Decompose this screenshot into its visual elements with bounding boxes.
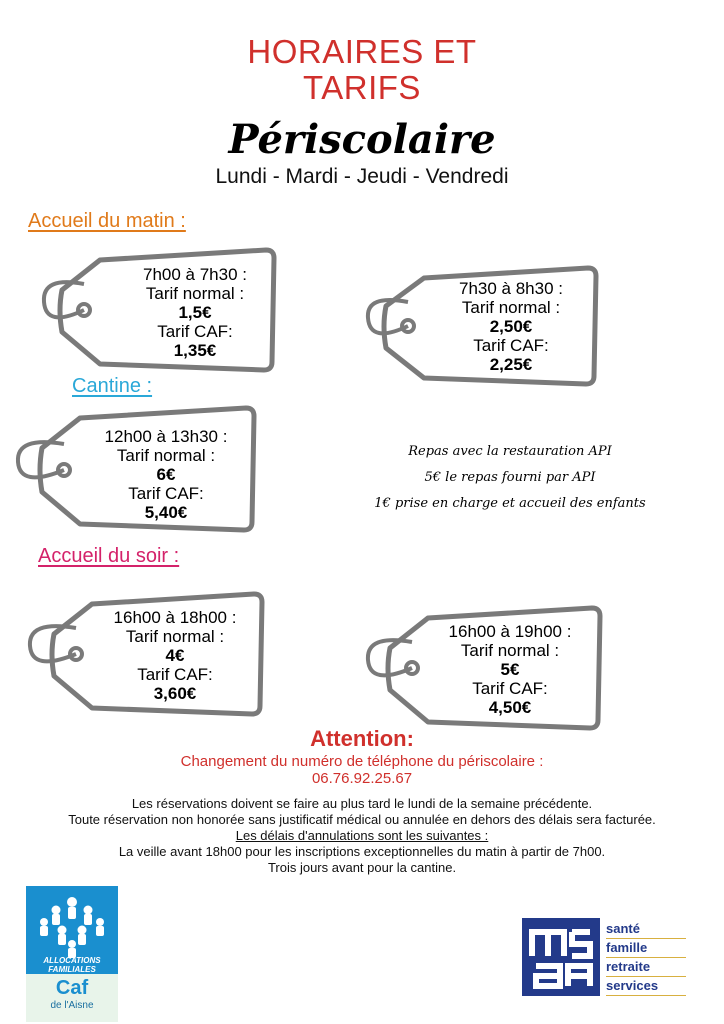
tag-matin2-normal-price: 2,50€	[489, 317, 533, 336]
section-title-matin: Accueil du matin :	[28, 210, 186, 232]
page-title-line1: HORAIRES ET	[247, 33, 477, 70]
info-line3: Les délais d'annulations sont les suivantes :	[235, 828, 489, 843]
caf-name: Caf	[55, 977, 89, 999]
info-line5: Trois jours avant pour la cantine.	[267, 860, 457, 875]
msa-letters-icon	[522, 918, 600, 996]
tag-soir2-normal-label: Tarif normal :	[460, 641, 560, 660]
attention-title: Attention:	[310, 726, 414, 751]
tag-soir2-caf-label: Tarif CAF:	[472, 679, 548, 698]
caf-bottom-panel	[26, 974, 118, 1022]
tag-cantine-normal-label: Tarif normal :	[116, 446, 216, 465]
tag-soir2-normal-price: 5€	[500, 660, 520, 679]
tag-matin1-normal-label: Tarif normal :	[145, 284, 245, 303]
section-title-soir: Accueil du soir :	[38, 545, 180, 567]
tag-cantine-text	[84, 427, 248, 522]
tag-soir2-text	[430, 622, 590, 717]
tag-soir1-time: 16h00 à 18h00 :	[113, 608, 237, 627]
tag-soir1-caf-label: Tarif CAF:	[137, 665, 213, 684]
tag-soir1-normal-label: Tarif normal :	[125, 627, 225, 646]
tag-soir2-caf-price: 4,50€	[488, 698, 532, 717]
tag-matin1-normal-price: 1,5€	[178, 303, 212, 322]
caf-logo	[26, 886, 118, 1022]
tag-matin2-caf-price: 2,25€	[489, 355, 533, 374]
tag-matin1-text	[120, 265, 270, 360]
tag-matin2-caf-label: Tarif CAF:	[473, 336, 549, 355]
page-title-line2: TARIFS	[303, 69, 421, 106]
tag-matin1-caf-price: 1,35€	[173, 341, 217, 360]
caf-banner: ALLOCATIONS FAMILIALES	[43, 956, 101, 974]
repas-line3: 1€ prise en charge et accueil des enfants	[374, 496, 646, 511]
tag-cantine-time: 12h00 à 13h30 :	[104, 427, 228, 446]
family-figures-icon	[26, 892, 118, 960]
msa-word-3: retraite	[606, 958, 686, 977]
repas-line2: 5€ le repas fourni par API	[424, 470, 596, 485]
tag-matin2-text	[436, 279, 586, 374]
msa-wordmark	[606, 920, 686, 996]
repas-line1: Repas avec la restauration API	[408, 444, 612, 459]
tag-matin1-time: 7h00 à 7h30 :	[143, 265, 247, 284]
msa-word-4: services	[606, 977, 686, 996]
tag-cantine-caf-price: 5,40€	[144, 503, 188, 522]
tag-soir2-time: 16h00 à 19h00 :	[448, 622, 572, 641]
tag-matin1-caf-label: Tarif CAF:	[157, 322, 233, 341]
info-line2: Toute réservation non honorée sans justificatif médical ou annulée en dehors des délais sera facturée.	[68, 812, 656, 827]
tag-soir1-text	[96, 608, 254, 703]
tag-cantine-caf-label: Tarif CAF:	[128, 484, 204, 503]
section-title-cantine: Cantine :	[72, 375, 153, 397]
info-line1: Les réservations doivent se faire au plus tard le lundi de la semaine précédente.	[131, 796, 593, 811]
tag-matin2-time: 7h30 à 8h30 :	[459, 279, 563, 298]
msa-logo	[522, 918, 600, 996]
tag-soir1-normal-price: 4€	[165, 646, 185, 665]
tag-cantine-normal-price: 6€	[156, 465, 176, 484]
days-line: Lundi - Mardi - Jeudi - Vendredi	[215, 165, 509, 188]
attention-phone-change: Changement du numéro de téléphone du périscolaire :	[180, 753, 544, 770]
tag-soir1-caf-price: 3,60€	[153, 684, 197, 703]
info-line4: La veille avant 18h00 pour les inscriptions exceptionnelles du matin à partir de 7h00.	[118, 844, 606, 859]
tag-matin2-normal-label: Tarif normal :	[461, 298, 561, 317]
attention-phone-number: 06.76.92.25.67	[311, 770, 413, 787]
page-subtitle: Périscolaire	[228, 116, 496, 163]
caf-region: de l'Aisne	[50, 1000, 94, 1011]
msa-word-2: famille	[606, 939, 686, 958]
msa-word-1: santé	[606, 920, 686, 939]
